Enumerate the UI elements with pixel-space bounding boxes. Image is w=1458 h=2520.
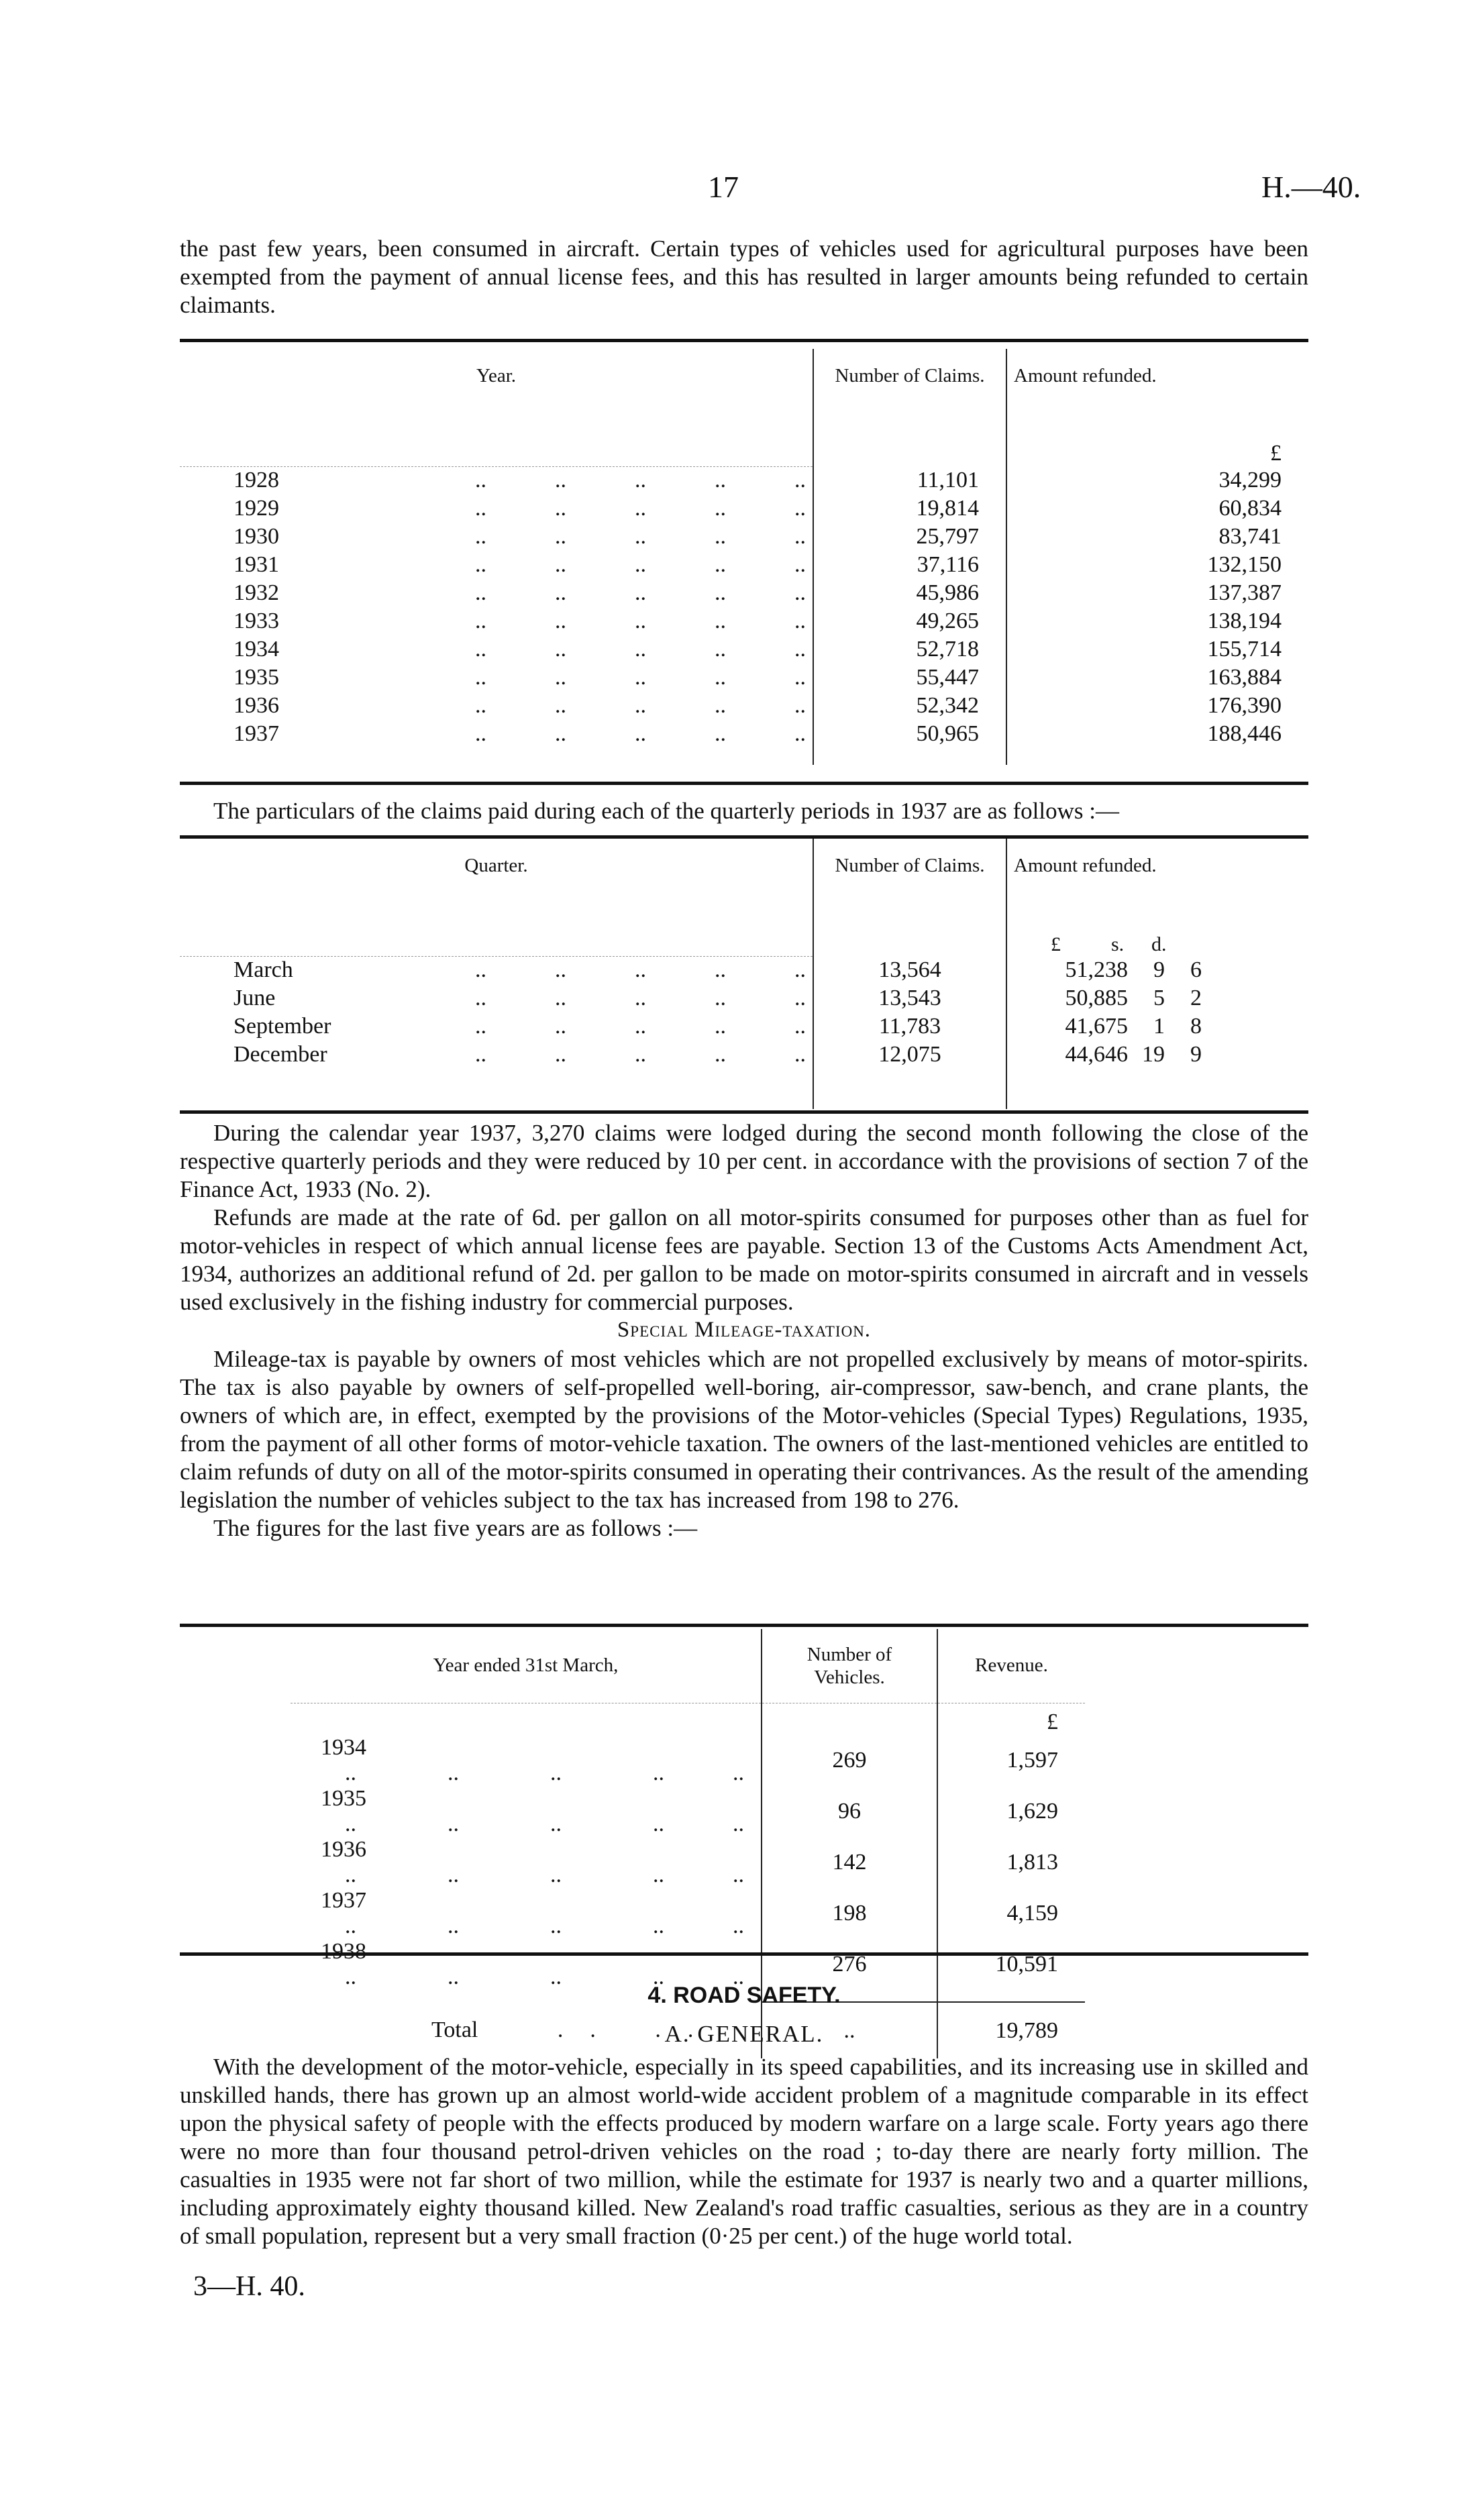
leader-dots: .. .. .. .. .. xyxy=(345,1964,744,1989)
unit-pounds: £ xyxy=(1051,933,1061,955)
column-header-claims: Number of Claims. xyxy=(813,349,1006,403)
leader-dots: .. .. .. .. .. xyxy=(475,957,806,983)
mileage-heading: Special Mileage-taxation. xyxy=(617,1318,872,1342)
year-cell xyxy=(291,1837,762,1888)
road-safety-section xyxy=(180,1983,1308,2303)
table-row xyxy=(180,984,1308,1012)
table-row xyxy=(180,1837,1308,1888)
year: 1937 xyxy=(321,1888,366,1913)
leader-dots: .. .. .. .. .. xyxy=(475,552,806,577)
spacer-row xyxy=(180,1069,1308,1109)
spacer xyxy=(180,1837,291,1888)
claims-cell: 50,965 xyxy=(813,720,1006,748)
year-cell xyxy=(180,523,813,551)
leader-dots: .. .. .. .. .. xyxy=(475,1042,806,1067)
table-row xyxy=(180,466,1308,494)
spacer xyxy=(180,403,813,466)
revenue-cell: 1,813 xyxy=(937,1837,1085,1888)
spacer xyxy=(291,1703,762,1735)
unit-shillings: s. xyxy=(1111,933,1125,955)
table-row xyxy=(180,1041,1308,1069)
spacer xyxy=(813,403,1006,466)
table-row xyxy=(180,579,1308,607)
year-cell xyxy=(180,720,813,748)
year-cell xyxy=(180,692,813,720)
unit-pence: d. xyxy=(1151,933,1167,955)
pence: 2 xyxy=(1190,986,1202,1010)
leader-dots: .. .. .. .. .. xyxy=(475,524,806,549)
claims-cell: 13,564 xyxy=(813,956,1006,984)
year: 1933 xyxy=(233,609,279,633)
pounds: 44,646 xyxy=(1065,1042,1128,1067)
leader-dots: .. .. .. .. .. xyxy=(475,986,806,1010)
year: 1929 xyxy=(233,496,279,521)
paragraph: During the calendar year 1937, 3,270 claims were lodged during the second month following the close of the respective quarterly periods and they were reduced by 10 per cent. in accordance with the provisions of section 7 of the Finance Act, 1933 (No. 2). xyxy=(180,1120,1308,1202)
amount-cell: 34,299 xyxy=(1006,466,1308,494)
table-row xyxy=(180,1786,1308,1837)
year: 1935 xyxy=(321,1786,366,1811)
quarter-cell xyxy=(180,956,813,984)
column-header-claims: Number of Claims. xyxy=(813,839,1006,892)
paragraph: Mileage-tax is payable by owners of most vehicles which are not propelled exclusively by means of motor-spirits. The tax is also payable by owners of self-propelled well-boring, air-compressor, saw-bench, and crane plants, the owners of which are, in effect, exempted by the provisions of the Motor-vehicles (Special Types) Regulations, 1935, from the payment of all other forms of motor-vehicle taxation. The owners of the last-mentioned vehicles are entitled to claim refunds of duty on all of the motor-spirits consumed in operating their contrivances. As the result of the amending legislation the number of vehicles subject to the tax has increased from 198 to 276. xyxy=(180,1346,1308,1513)
refunds-section xyxy=(180,1119,1308,1542)
claims-cell: 25,797 xyxy=(813,523,1006,551)
year-cell xyxy=(180,494,813,523)
spacer xyxy=(1085,1786,1308,1837)
table-rule xyxy=(180,782,1308,785)
amount-cell: 176,390 xyxy=(1006,692,1308,720)
year: 1934 xyxy=(321,1735,366,1760)
claims-cell: 52,718 xyxy=(813,635,1006,664)
vehicles-cell: 269 xyxy=(762,1735,937,1786)
leader-dots: .. .. .. .. .. xyxy=(475,609,806,633)
spacer xyxy=(180,1735,291,1786)
section-heading: 4. ROAD SAFETY. xyxy=(647,1983,841,2008)
amount-cell: 60,834 xyxy=(1006,494,1308,523)
table-row xyxy=(180,551,1308,579)
spacer xyxy=(180,1703,291,1735)
spacer xyxy=(1085,1837,1308,1888)
paragraph: Refunds are made at the rate of 6d. per gallon on all motor-spirits consumed for purposes other than as fuel for motor-vehicles in respect of which annual license fees are payable. Section 13 of the Customs Acts Amendment Act, 1934, authorizes an additional refund of 2d. per gallon to be made on motor-spirits consumed in aircraft and in vessels used exclusively in the fishing industry for commercial purposes. xyxy=(180,1204,1308,1315)
vehicles-cell: 96 xyxy=(762,1786,937,1837)
spacer xyxy=(1085,1735,1308,1786)
table-row xyxy=(180,1012,1308,1041)
shillings: 1 xyxy=(1153,1014,1165,1039)
year-cell xyxy=(180,635,813,664)
spacer xyxy=(1085,1703,1308,1735)
paragraph: With the development of the motor-vehicle, especially in its speed capabilities, and its increasing use in skilled and unskilled hands, there has grown up an almost world-wide accident problem of a magnitude comparable in its effect upon the physical safety of people with the effects produced by modern warfare on a large scale. Forty years ago there were no more than four thousand petrol-driven vehicles on the road ; to-day there are nearly forty million. The casualties in 1935 were not far short of two million, while the estimate for 1937 is nearly two and a quarter millions, including approximately eighty thousand killed. New Zealand's road traffic casualties, serious as they are in a country of small population, represent but a very small fraction (0·25 per cent.) of the huge world total. xyxy=(180,2054,1308,2249)
amount-cell: 163,884 xyxy=(1006,664,1308,692)
leader-dots: .. .. .. .. .. xyxy=(475,693,806,718)
pounds: 51,238 xyxy=(1065,957,1128,982)
amount-cell xyxy=(1006,1041,1308,1069)
leader-dots: .. .. .. .. .. xyxy=(345,1761,744,1785)
leader-dots: .. .. .. .. .. xyxy=(475,721,806,746)
year: 1937 xyxy=(233,721,279,746)
revenue-cell: 4,159 xyxy=(937,1888,1085,1939)
year-cell xyxy=(291,1735,762,1786)
claims-cell: 11,101 xyxy=(813,466,1006,494)
page-number: 17 xyxy=(708,170,739,204)
table-row xyxy=(180,494,1308,523)
claims-cell: 49,265 xyxy=(813,607,1006,635)
quarter-cell xyxy=(180,1012,813,1041)
table-row xyxy=(180,692,1308,720)
table-row xyxy=(180,635,1308,664)
claims-cell: 55,447 xyxy=(813,664,1006,692)
shillings: 5 xyxy=(1153,986,1165,1010)
shillings: 19 xyxy=(1142,1042,1165,1067)
spacer-row xyxy=(180,748,1308,765)
currency-units xyxy=(1006,892,1308,956)
header-line: Vehicles. xyxy=(814,1666,885,1688)
claims-cell: 11,783 xyxy=(813,1012,1006,1041)
pence: 8 xyxy=(1190,1014,1202,1039)
year: 1928 xyxy=(233,468,279,493)
column-header-revenue: Revenue. xyxy=(937,1629,1085,1703)
amount-cell xyxy=(1006,956,1308,984)
revenue-cell: 10,591 xyxy=(937,1939,1085,1990)
year-cell xyxy=(180,579,813,607)
year: 1932 xyxy=(233,580,279,605)
table-row xyxy=(180,956,1308,984)
quarter: March xyxy=(233,957,293,983)
year: 1931 xyxy=(233,552,279,577)
leader-dots: .. .. .. .. .. xyxy=(475,496,806,521)
amount-cell xyxy=(1006,1012,1308,1041)
year-cell xyxy=(180,466,813,494)
year: 1934 xyxy=(233,637,279,662)
total-vehicles: .. xyxy=(762,2002,937,2058)
currency-unit: £ xyxy=(1006,403,1308,466)
pounds: 41,675 xyxy=(1065,1014,1128,1039)
amount-cell: 138,194 xyxy=(1006,607,1308,635)
quarter-cell xyxy=(180,1041,813,1069)
amount-cell: 83,741 xyxy=(1006,523,1308,551)
column-header-quarter: Quarter. xyxy=(464,854,528,876)
revenue-cell: 1,597 xyxy=(937,1735,1085,1786)
pence: 6 xyxy=(1190,957,1202,982)
table-row xyxy=(180,607,1308,635)
amount-cell: 155,714 xyxy=(1006,635,1308,664)
quarterly-intro-section xyxy=(180,797,1308,825)
column-header-year: Year ended 31st March, xyxy=(433,1655,619,1677)
claims-cell: 13,543 xyxy=(813,984,1006,1012)
leader-dots: .. .. .. .. .. xyxy=(345,1913,744,1938)
year: 1935 xyxy=(233,665,279,690)
spacer xyxy=(1085,1629,1308,1703)
year: 1936 xyxy=(321,1837,366,1862)
claims-cell: 12,075 xyxy=(813,1041,1006,1069)
quarter: September xyxy=(233,1014,331,1039)
spacer xyxy=(180,1629,291,1703)
leader-dots: .. .. xyxy=(557,2017,721,2042)
year: 1936 xyxy=(233,693,279,718)
leader-dots: .. .. .. .. .. xyxy=(345,1862,744,1887)
year-cell xyxy=(180,664,813,692)
document-reference: H.—40. xyxy=(1261,170,1361,204)
amount-cell xyxy=(1006,984,1308,1012)
table-rule xyxy=(180,1952,1308,1956)
year-cell xyxy=(291,1786,762,1837)
amount-cell: 137,387 xyxy=(1006,579,1308,607)
year: 1930 xyxy=(233,524,279,549)
currency-unit: £ xyxy=(937,1703,1085,1735)
paragraph: The figures for the last five years are as follows :— xyxy=(213,1515,698,1541)
leader-dots: .. .. .. .. .. xyxy=(475,580,806,605)
table-row xyxy=(180,1735,1308,1786)
footer-signature: 3—H. 40. xyxy=(193,2271,305,2302)
table-row xyxy=(180,1888,1308,1939)
spacer xyxy=(180,892,813,956)
column-header-amount: Amount refunded. xyxy=(1006,349,1308,403)
leader-dots: .. .. .. .. .. xyxy=(475,1014,806,1039)
claims-cell: 37,116 xyxy=(813,551,1006,579)
amount-cell: 188,446 xyxy=(1006,720,1308,748)
claims-cell: 45,986 xyxy=(813,579,1006,607)
total-label: Total xyxy=(431,2017,478,2042)
table-row xyxy=(180,720,1308,748)
quarter: June xyxy=(233,986,276,1010)
year: 1938 xyxy=(321,1939,366,1964)
vehicles-cell: 198 xyxy=(762,1888,937,1939)
total-revenue: 19,789 xyxy=(937,2002,1085,2058)
shillings: 9 xyxy=(1153,957,1165,982)
column-header-vehicles xyxy=(762,1629,937,1703)
leader-dots: .. .. .. .. .. xyxy=(345,1812,744,1836)
pounds: 50,885 xyxy=(1065,986,1128,1010)
intro-section xyxy=(180,235,1308,319)
table-rule xyxy=(180,1110,1308,1114)
amount-cell: 132,150 xyxy=(1006,551,1308,579)
vehicles-cell: 276 xyxy=(762,1939,937,1990)
quarter: December xyxy=(233,1042,327,1067)
header-line: Number of xyxy=(806,1643,892,1665)
spacer xyxy=(180,1888,291,1939)
year-cell xyxy=(180,551,813,579)
claims-cell: 52,342 xyxy=(813,692,1006,720)
quarter-cell xyxy=(180,984,813,1012)
pence: 9 xyxy=(1190,1042,1202,1067)
leader-dots: .. .. .. .. .. xyxy=(475,637,806,662)
table-rule xyxy=(180,339,1308,342)
spacer xyxy=(762,1703,937,1735)
column-header-amount: Amount refunded. xyxy=(1006,839,1308,892)
annual-refunds-table xyxy=(180,349,1308,765)
leader-dots: .. .. .. .. .. xyxy=(475,468,806,493)
claims-cell: 19,814 xyxy=(813,494,1006,523)
revenue-cell: 1,629 xyxy=(937,1786,1085,1837)
spacer xyxy=(813,892,1006,956)
quarterly-refunds-table xyxy=(180,839,1308,1109)
table-row xyxy=(180,664,1308,692)
subsection-heading: A. GENERAL. xyxy=(664,2021,824,2047)
quarterly-intro: The particulars of the claims paid during each of the quarterly periods in 1937 are as follows :— xyxy=(213,798,1119,824)
spacer xyxy=(180,1786,291,1837)
intro-paragraph: the past few years, been consumed in aircraft. Certain types of vehicles used for agricultural purposes have been exempted from the payment of annual license fees, and this has resulted in larger amounts being refunded to certain claimants. xyxy=(180,235,1308,318)
spacer xyxy=(1085,1888,1308,1939)
column-header-year: Year. xyxy=(476,364,517,386)
year-cell xyxy=(291,1888,762,1939)
leader-dots: .. .. .. .. .. xyxy=(475,665,806,690)
vehicles-cell: 142 xyxy=(762,1837,937,1888)
year-cell xyxy=(180,607,813,635)
table-rule xyxy=(180,1624,1308,1627)
table-row xyxy=(180,523,1308,551)
